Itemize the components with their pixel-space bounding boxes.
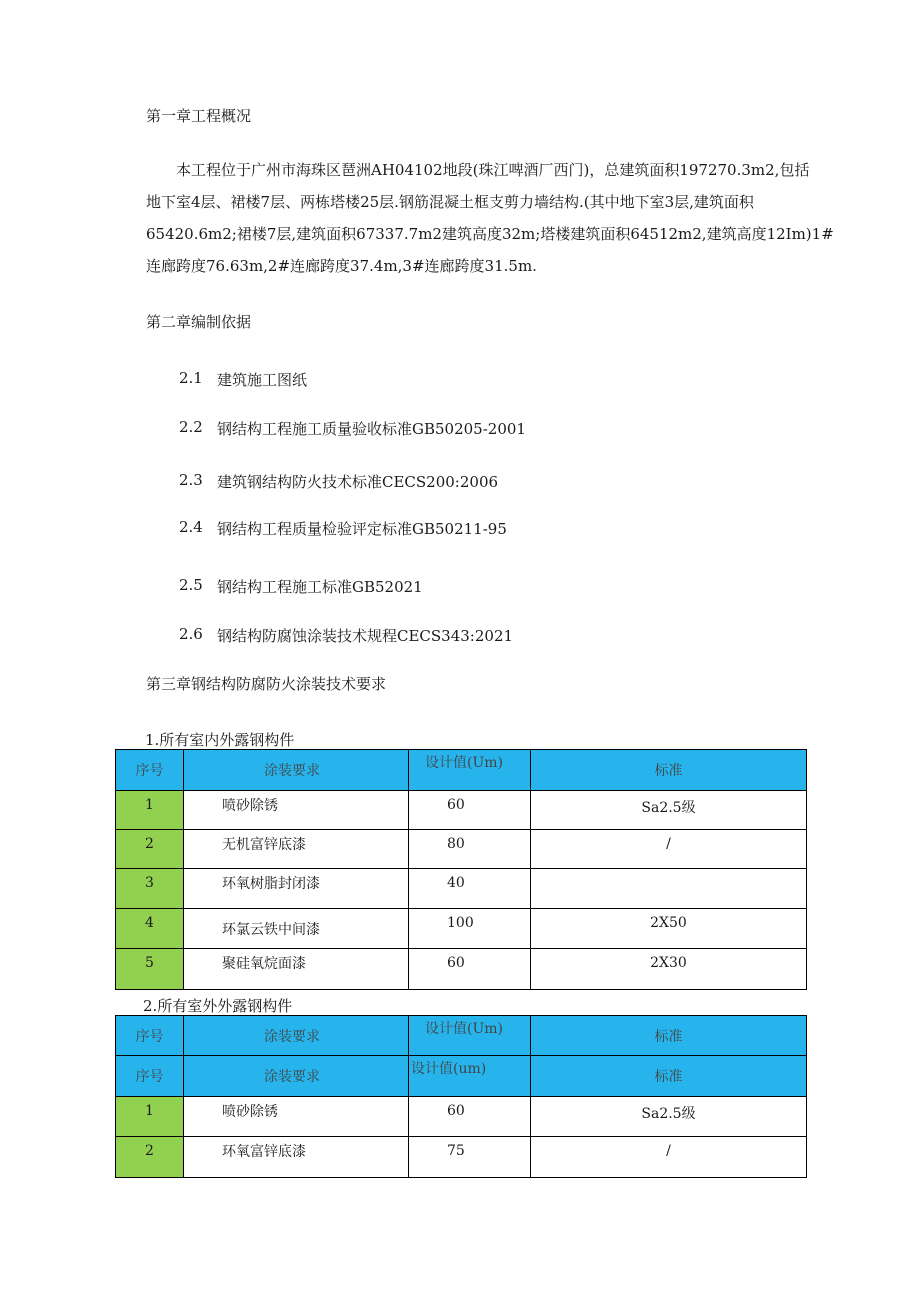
table-header-row [116,1016,807,1056]
row-std: / [666,1143,671,1159]
header-req: 涂装要求 [264,1029,320,1045]
header-val: 设计值(Um) [425,1021,503,1037]
row-val: 80 [447,836,465,852]
header-req: 涂装要求 [264,1069,320,1085]
header-val: 设计值(um) [411,1061,487,1077]
row-std: 2X50 [650,915,687,931]
table-header-row [116,1056,807,1097]
chapter-1-title: 第一章工程概况 [146,107,252,125]
basis-item-number: 2.1 [179,369,203,387]
row-seq: 3 [145,875,154,891]
basis-item-text: 钢结构工程施工质量验收标准GB50205-2001 [217,420,526,438]
basis-item-text: 建筑钢结构防火技术标准CECS200:2006 [217,473,499,491]
basis-item-number: 2.2 [179,418,203,436]
coating-table-indoor [115,749,807,990]
row-val: 100 [447,915,474,931]
paragraph-line: 连廊跨度76.63m,2#连廊跨度37.4m,3#连廊跨度31.5m. [146,257,537,275]
project-overview-paragraph [146,154,836,282]
row-std: / [666,836,671,852]
basis-item-number: 2.5 [179,576,203,594]
row-seq: 4 [145,915,154,931]
row-seq: 1 [145,797,154,813]
paragraph-line: 本工程位于广州市海珠区琶洲AH04102地段(珠江啤酒厂西门)，总建筑面积197270.3m2,包括 [176,161,810,179]
table-row [116,949,807,990]
row-req: 聚硅氧烷面漆 [222,956,306,972]
coating-table-outdoor [115,1015,807,1178]
row-req: 环氧树脂封闭漆 [222,876,320,892]
row-std: Sa2.5级 [641,1106,696,1122]
table-row [116,830,807,869]
row-std [531,869,806,875]
chapter-3-title: 第三章钢结构防腐防火涂装技术要求 [146,675,387,693]
basis-item-text: 钢结构防腐蚀涂装技术规程CECS343:2021 [217,627,514,645]
header-req: 涂装要求 [264,763,320,779]
row-val: 40 [447,875,465,891]
row-req: 环氧富锌底漆 [222,1144,306,1160]
row-seq: 5 [145,955,154,971]
row-std: Sa2.5级 [641,800,696,816]
table-2-caption: 2.所有室外外露钢构件 [143,997,293,1015]
row-req: 喷砂除锈 [222,1104,278,1120]
table-header-row [116,750,807,791]
row-std: 2X30 [650,955,687,971]
row-val: 60 [447,955,465,971]
table-row [116,791,807,830]
table-row [116,909,807,949]
row-req: 喷砂除锈 [222,798,278,814]
row-val: 75 [447,1143,465,1159]
header-std: 标准 [654,1029,683,1045]
row-seq: 2 [145,836,154,852]
row-seq: 1 [145,1103,154,1119]
row-val: 60 [447,797,465,813]
row-req: 环氯云铁中间漆 [222,922,320,938]
paragraph-line: 地下室4层、裙楼7层、两栋塔楼25层.钢筋混凝土框支剪力墙结构.(其中地下室3层,建筑面积 [146,193,754,211]
basis-item-text: 钢结构工程质量检验评定标准GB50211-95 [217,520,507,538]
table-row [116,1137,807,1178]
header-val: 设计值(Um) [425,755,503,771]
basis-item-number: 2.3 [179,471,203,489]
basis-item-number: 2.4 [179,518,203,536]
paragraph-line: 65420.6m2;裙楼7层,建筑面积67337.7m2建筑高度32m;塔楼建筑面积64512m2,建筑高度12Im)1# [146,225,834,243]
basis-item-text: 钢结构工程施工标准GB52021 [217,578,423,596]
basis-item-text: 建筑施工图纸 [217,371,308,389]
row-req: 无机富锌底漆 [222,837,306,853]
table-1-caption: 1.所有室内外露钢构件 [145,731,295,749]
header-seq: 序号 [135,763,164,779]
header-std: 标准 [654,1069,683,1085]
row-seq: 2 [145,1143,154,1159]
basis-item-number: 2.6 [179,625,203,643]
table-row [116,1097,807,1137]
row-val: 60 [447,1103,465,1119]
header-seq: 序号 [135,1029,164,1045]
table-row [116,869,807,909]
header-std: 标准 [654,763,683,779]
chapter-2-title: 第二章编制依据 [146,313,252,331]
header-seq: 序号 [135,1069,164,1085]
